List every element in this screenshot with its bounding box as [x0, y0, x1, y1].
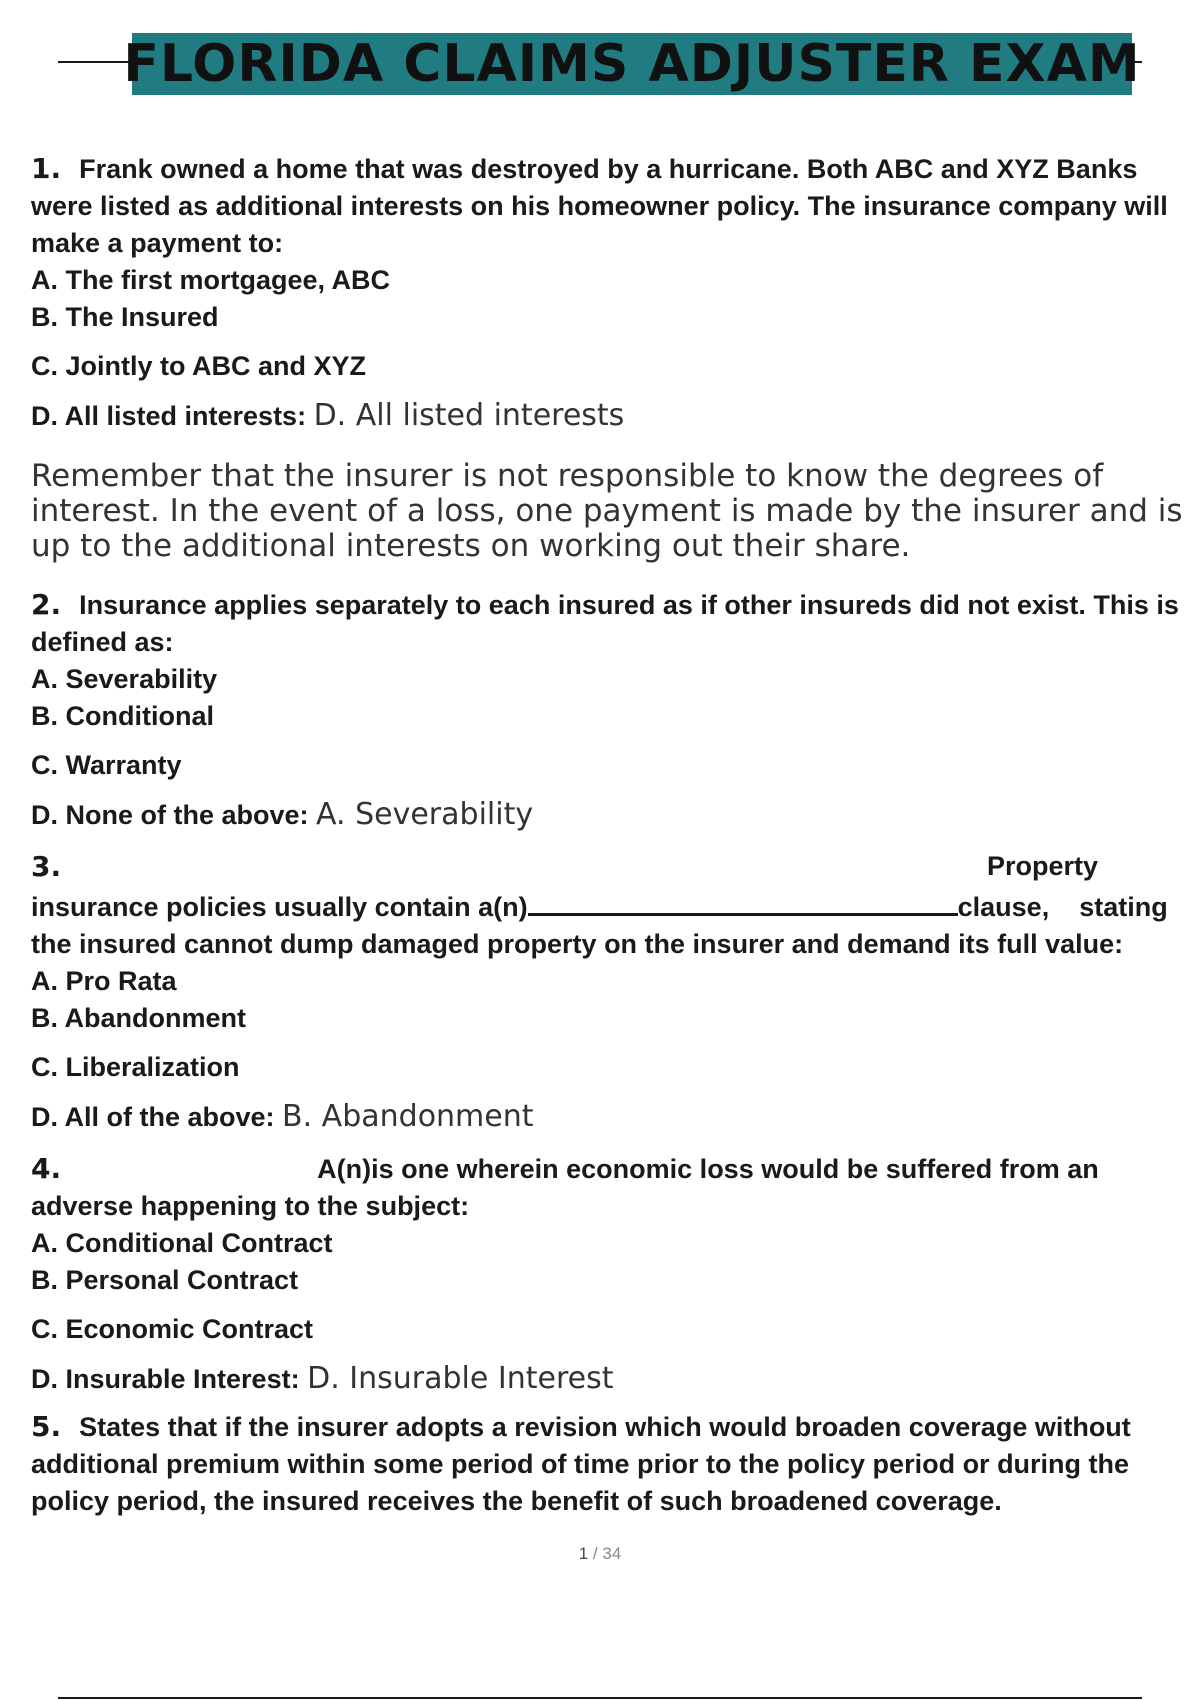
option-a: A. Conditional Contract	[31, 1228, 333, 1258]
question-1-text: 1. Frank owned a home that was destroyed by a hurricane. Both ABC and XYZ Banks were listed as additional interests on his homeowner policy. The insurance company will make a payment to:	[31, 152, 1168, 258]
option-c: C. Economic Contract	[31, 1314, 314, 1344]
option-d: D. None of the above: A. Severability	[31, 797, 534, 832]
page-header	[58, 33, 1142, 95]
question-3-blank-line: insurance policies usually contain a(n) clause, stating	[31, 885, 1200, 926]
answer-text: D. All listed interests	[313, 398, 625, 433]
answer-text: D. Insurable Interest	[307, 1361, 614, 1396]
question-4	[31, 1150, 1200, 1398]
option-a: A. The first mortgagee, ABC	[31, 265, 391, 295]
option-c: C. Warranty	[31, 750, 182, 780]
question-2	[31, 586, 1200, 834]
option-d: D. Insurable Interest: D. Insurable Interest	[31, 1361, 614, 1396]
title-banner	[123, 33, 1141, 95]
option-b: B. Personal Contract	[31, 1265, 299, 1295]
answer-text: A. Severability	[316, 797, 534, 832]
question-4-tail: adverse happening to the subject:	[31, 1191, 470, 1221]
option-d: D. All of the above: B. Abandonment	[31, 1099, 534, 1134]
footer-rule	[58, 1697, 1142, 1699]
option-b: B. The Insured	[31, 302, 219, 332]
question-number: 2.	[31, 588, 62, 621]
question-list	[31, 150, 1200, 1520]
question-4-head: 4. A(n)is one wherein economic loss would be suffered from an	[31, 1152, 1099, 1185]
option-b: B. Conditional	[31, 701, 214, 731]
answer-explanation: Remember that the insurer is not responsible to know the degrees of interest. In the event of a loss, one payment is made by the insurer and is up to the additional interests on working out their share.	[31, 458, 1183, 564]
option-c: C. Liberalization	[31, 1052, 240, 1082]
option-b: B. Abandonment	[31, 1003, 246, 1033]
option-d: D. All listed interests: D. All listed interests	[31, 398, 625, 433]
page-number: 1 / 34	[578, 1544, 622, 1563]
question-3-tail: the insured cannot dump damaged property on the insurer and demand its full value:	[31, 929, 1124, 959]
page-title: FLORIDA CLAIMS ADJUSTER EXAM	[123, 34, 1141, 94]
question-5	[31, 1408, 1200, 1520]
question-3	[31, 848, 1200, 1136]
question-number: 3.	[31, 850, 62, 883]
question-number: 5.	[31, 1410, 62, 1443]
question-1	[31, 150, 1200, 564]
answer-text: B. Abandonment	[282, 1099, 534, 1134]
question-number: 4.	[31, 1152, 62, 1185]
option-a: A. Pro Rata	[31, 966, 177, 996]
question-5-text: 5. States that if the insurer adopts a revision which would broaden coverage without additional premium within some period of time prior to the policy period or during the policy period, the insured receives the benefit of such broadened coverage.	[31, 1410, 1131, 1516]
question-3-head-word: Property	[986, 851, 1098, 881]
option-a: A. Severability	[31, 664, 218, 694]
fill-in-blank	[528, 885, 958, 916]
question-number: 1.	[31, 152, 62, 185]
option-c: C. Jointly to ABC and XYZ	[31, 351, 367, 381]
question-3-head	[31, 848, 1098, 885]
question-2-text: 2. Insurance applies separately to each insured as if other insureds did not exist. This is defined as:	[31, 588, 1179, 657]
